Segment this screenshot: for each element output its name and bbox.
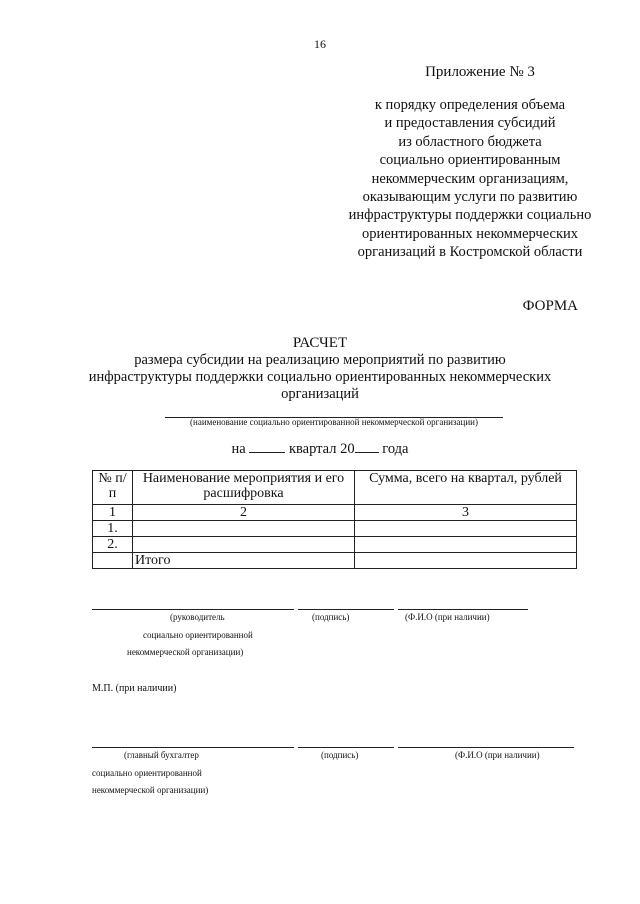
subtitle-line: инфраструктуры поддержки социально ориентированных некоммерческих [88, 369, 552, 385]
header-name: Наименование мероприятия и его расшифровка [133, 471, 355, 505]
appendix-text [330, 96, 610, 262]
year-blank[interactable] [355, 440, 379, 453]
row-sum-cell[interactable] [355, 521, 577, 537]
head-name-caption: (Ф.И.О (при наличии) [405, 612, 490, 622]
accountant-name-caption: (Ф.И.О (при наличии) [455, 750, 540, 760]
head-caption-line: социально ориентированной [143, 630, 253, 640]
organization-name-caption: (наименование социально ориентированной некоммерческой организации) [190, 417, 478, 427]
subtitle-line: организаций [281, 386, 359, 402]
appendix-title: Приложение № 3 [425, 64, 535, 80]
total-sum-cell[interactable] [355, 553, 577, 569]
head-role-caption: (руководитель [170, 612, 225, 622]
head-caption-line: некоммерческой организации) [127, 647, 244, 657]
column-number: 1 [93, 505, 133, 521]
page-number: 16 [314, 37, 326, 51]
row-name-cell[interactable] [133, 537, 355, 553]
total-label: Итого [133, 553, 355, 569]
calculation-title: РАСЧЕТ [292, 335, 348, 351]
calculation-subtitle [80, 352, 560, 403]
row-sum-cell[interactable] [355, 537, 577, 553]
accountant-role-caption: (главный бухгалтер [124, 750, 199, 760]
accountant-sign-caption: (подпись) [321, 750, 359, 760]
appendix-line: организаций в Костромской области [357, 244, 583, 261]
accountant-role-line[interactable] [92, 747, 294, 748]
row-name-cell[interactable] [133, 521, 355, 537]
appendix-line: к порядку определения объема [374, 97, 566, 113]
accountant-caption-line: социально ориентированной [92, 768, 202, 778]
appendix-line: некоммерческим организациям, [371, 170, 569, 187]
quarter-line [0, 440, 640, 458]
table-row [93, 537, 577, 553]
total-empty-cell [93, 553, 133, 569]
appendix-line: социально ориентированным [379, 152, 561, 169]
subtitle-line: размера субсидии на реализацию мероприятий по развитию [134, 352, 506, 368]
subsidy-table [92, 470, 577, 569]
appendix-line: ориентированных некоммерческих [361, 225, 578, 242]
header-sum: Сумма, всего на квартал, рублей [355, 471, 577, 505]
accountant-caption-line: некоммерческой организации) [92, 785, 209, 795]
header-number: № п/п [93, 471, 133, 505]
head-sign-caption: (подпись) [312, 612, 350, 622]
head-signature-line[interactable] [298, 609, 394, 610]
accountant-signature-line[interactable] [298, 747, 394, 748]
accountant-name-line[interactable] [398, 747, 574, 748]
table-row [93, 521, 577, 537]
head-role-line[interactable] [92, 609, 294, 610]
quarter-prefix: на [231, 441, 246, 457]
head-name-line[interactable] [398, 609, 528, 610]
column-number: 3 [355, 505, 577, 521]
total-row [93, 553, 577, 569]
column-number-row [93, 505, 577, 521]
row-number: 1. [93, 521, 133, 537]
row-number: 2. [93, 537, 133, 553]
column-number: 2 [133, 505, 355, 521]
table-header-row [93, 471, 577, 505]
appendix-line: инфраструктуры поддержки социально [348, 207, 592, 224]
appendix-line: оказывающим услуги по развитию [362, 189, 578, 206]
quarter-middle: квартал 20 [288, 441, 355, 457]
appendix-line: из областного бюджета [398, 133, 542, 150]
appendix-line: и предоставления субсидий [384, 115, 556, 132]
quarter-number-blank[interactable] [249, 440, 285, 453]
form-label: ФОРМА [522, 298, 578, 314]
stamp-label: М.П. (при наличии) [92, 683, 177, 694]
quarter-suffix: года [382, 441, 409, 457]
